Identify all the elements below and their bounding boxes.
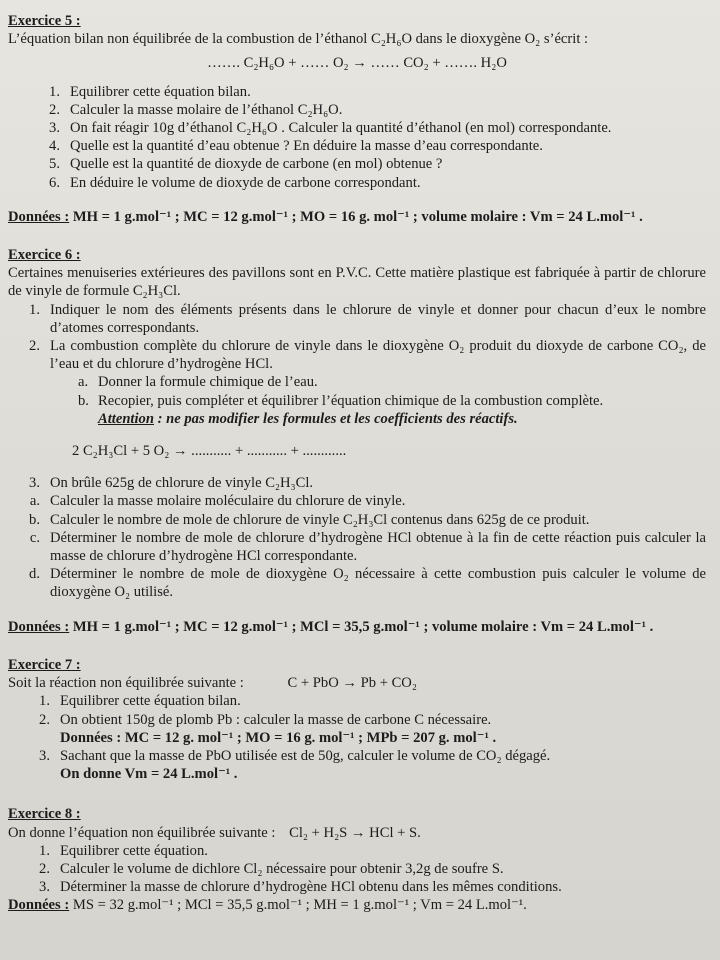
question-list [8, 83, 706, 192]
question-item: d. Déterminer le nombre de mole de dioxygène O₂ nécessaire à cette combustion puis calculer le volume de dioxygène O₂ utilisé. [29, 566, 706, 601]
data-line [8, 618, 706, 636]
data-values: MH = 1 g.mol⁻¹ ; MC = 12 g.mol⁻¹ ; MCl = 35,5 g.mol⁻¹ ; volume molaire : Vm = 24 L.mol⁻¹ . [72, 618, 654, 635]
question-item: 5. Quelle est la quantité de dioxyde de carbone (en mol) obtenue ? [49, 156, 443, 173]
question-item: 4. Quelle est la quantité d’eau obtenue ? En déduire la masse d’eau correspondante. [49, 138, 543, 155]
data-label: Données : [8, 618, 70, 635]
question-item: 3. Déterminer la masse de chlorure d’hydrogène HCl obtenu dans les mêmes conditions. [39, 879, 562, 896]
data-line [8, 208, 706, 226]
data-values: MS = 32 g.mol⁻¹ ; MCl = 35,5 g.mol⁻¹ ; MH = 1 g.mol⁻¹ ; Vm = 24 L.mol⁻¹. [72, 897, 527, 914]
question-item: 1. Equilibrer cette équation bilan. [49, 83, 251, 100]
exercise-7 [8, 656, 706, 783]
question-item: 3. On brûle 625g de chlorure de vinyle C₂H₃Cl. [29, 475, 314, 492]
data-line: On donne Vm = 24 L.mol⁻¹ . [60, 766, 238, 783]
exercise-title: Exercice 7 : [8, 656, 81, 673]
data-line: Données : MC = 12 g. mol⁻¹ ; MO = 16 g. mol⁻¹ ; MPb = 207 g. mol⁻¹ . [60, 729, 497, 746]
exercise-intro: Certaines menuiseries extérieures des pavillons sont en P.V.C. Cette matière plastique est fabriquée à partir de chlorure de vinyle de formule C₂H₃Cl. [8, 265, 706, 300]
question-item: 1. Indiquer le nom des éléments présents dans le chlorure de vinyle et donner pour chacun d’eux le nombre d’atomes correspondants. [29, 301, 706, 336]
question-list [8, 692, 706, 728]
sub-question-a: a. Donner la formule chimique de l’eau. [78, 374, 318, 391]
question-list [8, 474, 706, 601]
exercise-intro: On donne l’équation non équilibrée suivante : [8, 824, 276, 841]
question-item: 2. Calculer le volume de dichlore Cl₂ nécessaire pour obtenir 3,2g de soufre S. [39, 860, 504, 877]
chemical-equation: 2 C₂H₃Cl + 5 O₂ → ........... + ........... + ............ [72, 443, 347, 460]
question-item: 2. La combustion complète du chlorure de vinyle dans le dioxygène O₂ produit du dioxyde de carbone CO₂, de l’eau et du chlorure d’hydrogène HCl. [29, 338, 706, 373]
exercise-title: Exercice 5 : [8, 13, 81, 29]
question-item: a. Calculer la masse molaire moléculaire du chlorure de vinyle. [29, 493, 406, 510]
exercise-6 [8, 246, 706, 636]
question-list [8, 842, 706, 897]
exercise-5 [8, 12, 706, 226]
question-item: 1. Equilibrer cette équation bilan. [39, 693, 241, 710]
question-item: 2. Calculer la masse molaire de l’éthanol C₂H₆O. [49, 101, 343, 118]
question-list [8, 301, 706, 374]
data-values: MH = 1 g.mol⁻¹ ; MC = 12 g.mol⁻¹ ; MO = 16 g. mol⁻¹ ; volume molaire : Vm = 24 L.mol⁻¹ . [72, 208, 643, 225]
exercise-intro: L’équation bilan non équilibrée de la combustion de l’éthanol C₂H₆O dans le dioxygène O₂ s’écrit : [8, 31, 589, 48]
data-label: Données : [8, 208, 70, 225]
sub-question-b: b. Recopier, puis compléter et équilibrer l’équation chimique de la combustion complète. [78, 392, 604, 409]
data-line [8, 896, 706, 914]
question-item: 1. Equilibrer cette équation. [39, 842, 208, 859]
exercise-title: Exercice 8 : [8, 806, 81, 823]
chemical-equation: C + PbO → Pb + CO₂ [287, 675, 417, 692]
exercise-title: Exercice 6 : [8, 247, 81, 264]
question-item: 6. En déduire le volume de dioxyde de carbone correspondant. [49, 174, 421, 191]
question-list [8, 747, 706, 765]
exercise-intro: Soit la réaction non équilibrée suivante : [8, 675, 244, 692]
question-item: b. Calculer le nombre de mole de chlorure de vinyle C₂H₃Cl contenus dans 625g de ce produit. [29, 511, 590, 528]
chemical-equation: ……. C₂H₆O + …… O₂ → …… CO₂ + ……. H₂O [207, 55, 507, 72]
question-item: c. Déterminer le nombre de mole de chlorure d’hydrogène HCl obtenue à la fin de cette réaction puis calculer la masse de chlorure d’hydrogène HCl correspondante. [29, 529, 706, 565]
attention-note: Attention : ne pas modifier les formules et les coefficients des réactifs. [98, 410, 518, 427]
exercise-8 [8, 805, 706, 914]
question-item: 3. On fait réagir 10g d’éthanol C₂H₆O . Calculer la quantité d’éthanol (en mol) correspondante. [49, 120, 612, 137]
exercise-intro-line [8, 674, 706, 692]
data-label: Données : [8, 897, 70, 914]
question-item: 3. Sachant que la masse de PbO utilisée est de 50g, calculer le volume de CO₂ dégagé. [39, 747, 551, 764]
question-item: 2. On obtient 150g de plomb Pb : calculer la masse de carbone C nécessaire. [39, 711, 492, 728]
chemical-equation: Cl₂ + H₂S → HCl + S. [289, 824, 421, 841]
exercise-intro-line [8, 824, 706, 842]
